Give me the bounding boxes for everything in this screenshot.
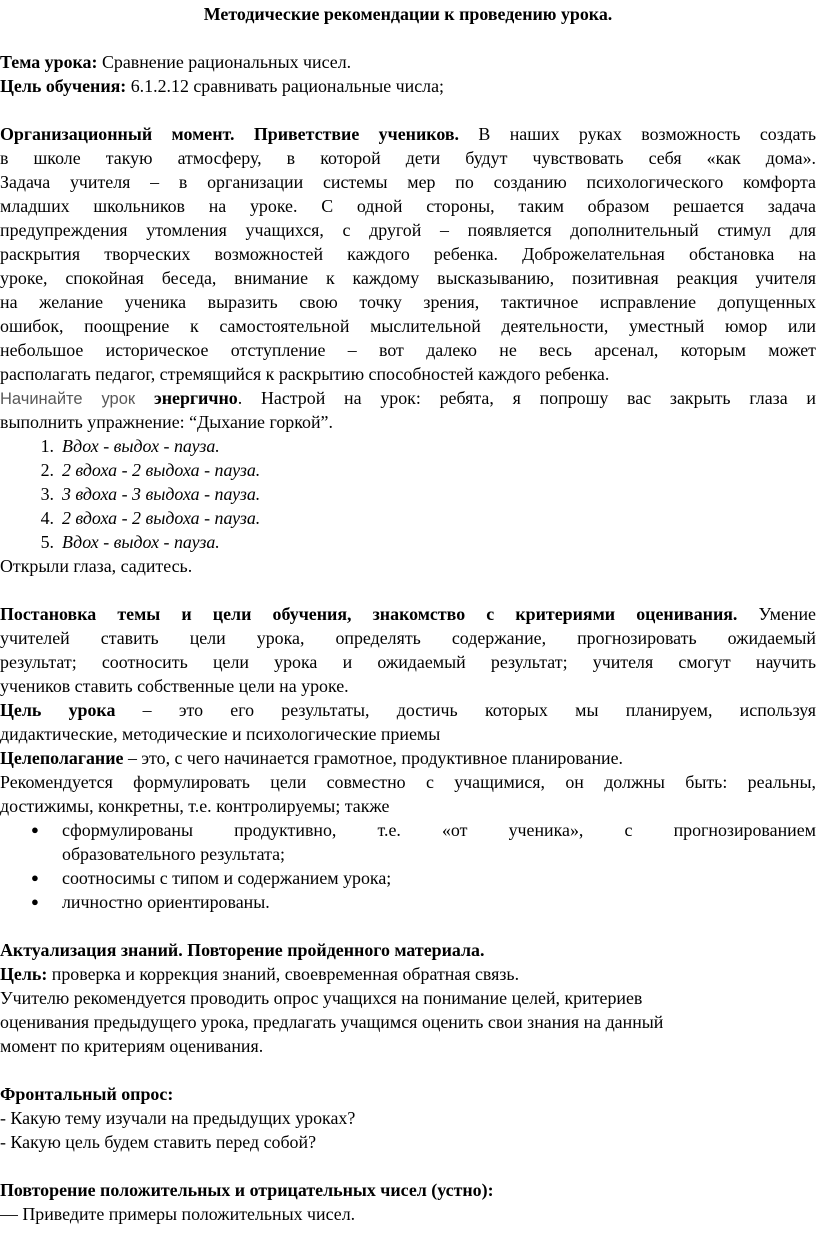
- frontal-question: - Какую цель будем ставить перед собой?: [0, 1132, 317, 1152]
- document-title: Методические рекомендации к проведению урока.: [203, 4, 613, 24]
- actual-heading: Актуализация знаний. Повторение пройденного материала.: [0, 940, 485, 960]
- lesson-goal-line-2: дидактические, методические и психологические приемы: [0, 724, 441, 744]
- org-text-line: в школе такую атмосферу, в которой дети будут чувствовать себя «как дома».: [0, 148, 816, 168]
- repeat-heading: Повторение положительных и отрицательных чисел (устно):: [0, 1180, 494, 1200]
- bullet-icon: ●: [31, 894, 39, 909]
- recommend-line-2: достижимы, конкретны, т.е. контролируемы; также: [0, 796, 390, 816]
- recommend-line: Рекомендуется формулировать цели совместно с учащимися, он должны быть: реальны,: [0, 772, 816, 792]
- goal-setting-line: Целеполагание – это, с чего начинается грамотное, продуктивное планирование.: [0, 748, 624, 768]
- topic-line: [0, 50, 816, 74]
- repeat-item: — Приведите примеры положительных чисел.: [0, 1204, 356, 1224]
- start-line: Начинайте урок энергично. Настрой на урок: ребята, я попрошу вас закрыть глаза и: [0, 388, 816, 408]
- org-text-line: располагать педагог, стремящийся к раскрытию способностей каждого ребенка.: [0, 364, 610, 384]
- topic-value: Сравнение рациональных чисел.: [97, 52, 352, 72]
- setting-heading-line: Постановка темы и цели обучения, знакомство с критериями оценивания. Умение: [0, 604, 816, 624]
- actual-text-line: Учителю рекомендуется проводить опрос учащихся на понимание целей, критериев: [0, 988, 643, 1008]
- org-text-line: раскрытия творческих возможностей каждого ребенка. Доброжелательная обстановка на: [0, 244, 816, 264]
- document-page: Методические рекомендации к проведению урока. Тема урока: Сравнение рациональных чисел. Цель обучения: 6.1.2.12 сравнивать рациональные числа; Организационный момент. Приветствие учеников. В наших руках возможность создать в школе такую атмосферу, в которой дети будут чувствовать себя «как дома». Задача учителя – в организации системы мер по созданию психологического комфорта младших школьников на уроке. С одной стороны, таким образом решается задача предупреждения утомления учащихся, с другой – появляется дополнительный стимул для раскрытия творческих возможностей каждого ребенка. Доброжелательная обстановка на уроке, спокойная беседа, внимание к каждому высказыванию, позитивная реакция учителя на желание ученика выразить свою точку зрения, тактичное исправление допущенных ошибок, поощрение к самостоятельной мыслительной деятельности, уместный юмор или небольшое историческое отступление – вот далеко не весь арсенал, которым может располагать педагог, стремящийся к раскрытию способностей каждого ребенка. Начинайте урок энергично. Настрой на урок: ребята, я попрошу вас закрыть глаза и выполнить упражнение: “Дыхание горкой”. 1. Вдох - выдох - пауза. 2. 2 вдоха - 2 выдоха - пауза. 3. 3 вдоха - 3 выдоха - пауза. 4. 2 вдоха - 2 выдоха - пауза. 5. Вдох - выдох - пауза. Открыли глаза, садитесь. Постановка темы и цели обучения, знакомство с критериями оценивания. Умение учителей ставить цели урока, определять содержание, прогнозировать ожидаемый результат; соотносить цели урока и ожидаемый результат; учителя смогут научить учеников ставить собственные цели на уроке. Цель урока – это его результаты, достичь которых мы планируем, используя дидактические, методические и психологические приемы Целеполагание – это, с чего начинается грамотное, продуктивное планирование. Рекомендуется формулировать цели совместно с учащимися, он должны быть: реальны, достижимы, конкретны, т.е. контролируемы; также ● сформулированы продуктивно, т.е. «от ученика», с прогнозированием образовательного результата; ● соотносимы с типом и содержанием урока; ● личностно ориентированы. Актуализация знаний. Повторение пройденного материала. Цель: проверка и коррекция знаний, своевременная обратная связь. Учителю рекомендуется проводить опрос учащихся на понимание целей, критериев оценивания предыдущего урока, предлагать учащимся оценить свои знания на данный момент по критериям оценивания. Фронтальный опрос: - Какую тему изучали на предыдущих уроках? - Какую цель будем ставить перед собой? Повторение положительных и отрицательных чисел (устно): — Приведите примеры положительных чисел.: [0, 0, 816, 1234]
- frontal-heading: Фронтальный опрос:: [0, 1084, 174, 1104]
- actual-text-line: оценивания предыдущего урока, предлагать учащимся оценить свои знания на данный: [0, 1012, 664, 1032]
- org-end: Открыли глаза, садитесь.: [0, 556, 193, 576]
- setting-text-line: учеников ставить собственные цели на уроке.: [0, 676, 349, 696]
- lesson-goal-line: Цель урока – это его результаты, достичь которых мы планируем, используя: [0, 700, 816, 720]
- setting-text-line: учителей ставить цели урока, определять содержание, прогнозировать ожидаемый: [0, 628, 816, 648]
- org-text-line: Задача учителя – в организации системы мер по созданию психологического комфорта: [0, 172, 816, 192]
- goal-value: 6.1.2.12 сравнивать рациональные числа;: [126, 76, 445, 96]
- bullet-icon: ●: [31, 822, 39, 837]
- setting-heading: Постановка темы и цели обучения, знакомство с критериями оценивания.: [0, 604, 738, 624]
- bullet-icon: ●: [31, 870, 39, 885]
- frontal-question: - Какую тему изучали на предыдущих уроках?: [0, 1108, 356, 1128]
- actual-goal-line: Цель: проверка и коррекция знаний, своевременная обратная связь.: [0, 964, 520, 984]
- start-line-2: выполнить упражнение: “Дыхание горкой”.: [0, 412, 333, 432]
- org-text-line: младших школьников на уроке. С одной стороны, таким образом решается задача: [0, 196, 816, 216]
- actual-text-line: момент по критериям оценивания.: [0, 1036, 264, 1056]
- org-text-line: небольшое историческое отступление – вот далеко не весь арсенал, которым может: [0, 340, 816, 360]
- org-heading-line: Организационный момент. Приветствие учеников. В наших руках возможность создать: [0, 124, 816, 144]
- org-text-line: на желание ученика выразить свою точку зрения, тактичное исправление допущенных: [0, 292, 816, 312]
- goal-label: Цель обучения:: [0, 76, 127, 96]
- goal-line: [0, 74, 816, 98]
- org-text-line: уроке, спокойная беседа, внимание к каждому высказыванию, позитивная реакция учителя: [0, 268, 816, 288]
- org-heading: Организационный момент. Приветствие учеников.: [0, 124, 459, 144]
- topic-label: Тема урока:: [0, 52, 98, 72]
- org-text-line: предупреждения утомления учащихся, с другой – появляется дополнительный стимул для: [0, 220, 816, 240]
- setting-text-line: результат; соотносить цели урока и ожидаемый результат; учителя смогут научить: [0, 652, 816, 672]
- org-text-line: ошибок, поощрение к самостоятельной мыслительной деятельности, уместный юмор или: [0, 316, 816, 336]
